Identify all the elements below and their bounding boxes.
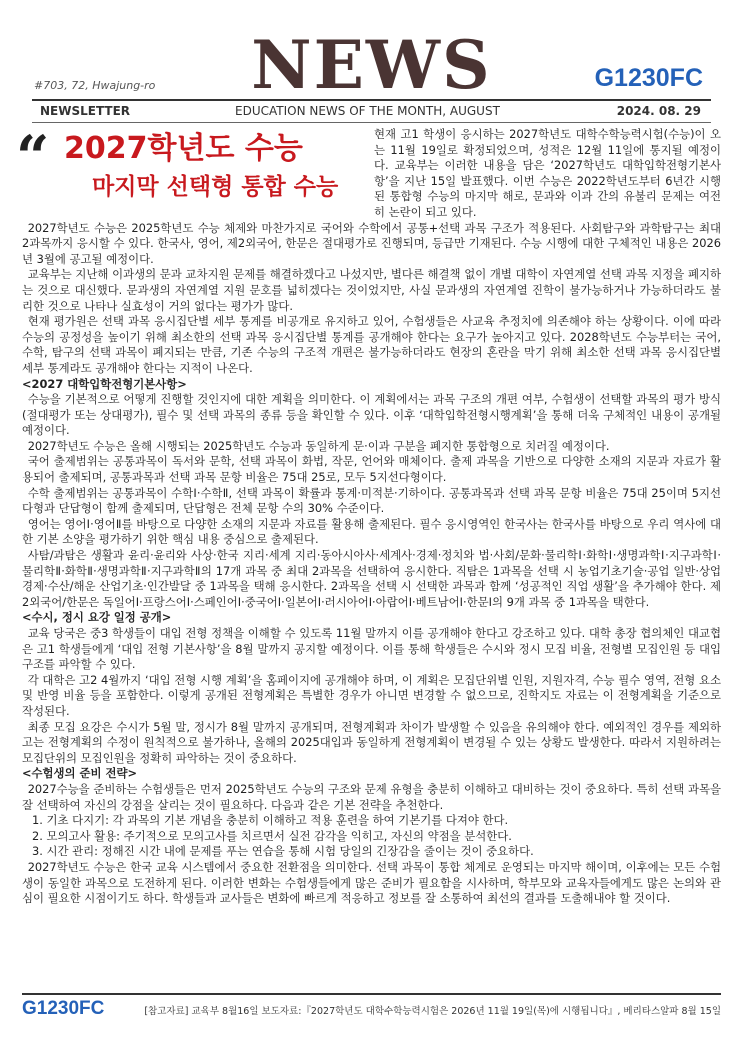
- address-text: #703, 72, Hwajung-ro: [34, 79, 156, 92]
- article-paragraph: 2027수능을 준비하는 수험생들은 먼저 2025학년도 수능의 구조와 문제 유형을 충분히 이해하고 대비하는 것이 중요하다. 특히 선택 과목을 잘 선택하여 자신의 강점을 살리는 것이 필요하다. 다음과 같은 기본 전략을 추천한다.: [22, 781, 721, 812]
- article-paragraph: 현재 고1 학생이 응시하는 2027학년도 대학수학능력시험(수능)이 오는 11월 19일로 확정되었으며, 성적은 12월 11일에 통지될 예정이다. 교육부는 이러한 내용을 담은 ‘2027학년도 대학입학전형기본사항’을 지난 15일 발표했다. 이번 수능은 2022학년도부터 6년간 시행된 통합형 수능의 마지막 해로, 문과와 이과 간의 유불리 문제는 여전히 논란이 되고 있다.: [374, 127, 721, 219]
- masthead-title: NEWS: [251, 26, 492, 104]
- quote-mark-icon: “: [16, 123, 50, 191]
- article-body: [22, 127, 721, 907]
- article-subtitle: 마지막 선택형 통합 수능: [92, 174, 339, 200]
- article-paragraph: 수능을 기본적으로 어떻게 진행할 것인지에 대한 계획을 의미한다. 이 계획에서는 과목 구조의 개편 여부, 수험생이 선택할 과목의 평가 방식(절대평가 또는 상대평가), 필수 및 선택 과목의 종류 등을 확인할 수 있다. 이후 ‘대학입학전형시행계획’을 통해 더욱 구체적인 내용이 공개될 예정이다.: [22, 392, 721, 438]
- section-heading: <2027 대학입학전형기본사항>: [22, 376, 187, 391]
- brand-logo: G1230FC: [594, 64, 703, 92]
- header-subtitle: EDUCATION NEWS OF THE MONTH, AUGUST: [235, 104, 500, 118]
- article-title: 2027학년도 수능: [64, 131, 303, 166]
- article-paragraph: 수학 출제범위는 공통과목이 수학Ⅰ·수학Ⅱ, 선택 과목이 확률과 통계·미적분·기하이다. 공통과목과 선택 과목 문항 비율은 75대 25이며 5지선다형과 단답형이 함께 출제되며, 단답형은 전체 문항 수의 30% 수준이다.: [22, 485, 721, 516]
- section-heading: <수험생의 준비 전략>: [22, 766, 138, 781]
- header-divider-top: [32, 99, 711, 101]
- strategy-list-item: 3. 시간 관리: 정해진 시간 내에 문제를 푸는 연습을 통해 시험 당일의 긴장감을 줄이는 것이 중요하다.: [32, 844, 534, 859]
- article-paragraph: 교육 당국은 중3 학생들이 대입 전형 정책을 이해할 수 있도록 11월 말까지 이를 공개해야 한다고 강조하고 있다. 대학 총장 협의체인 대교협은 고1 학생들에게 ‘대입 전형 기본사항’을 8월 말까지 공지할 예정이다. 이를 통해 학생들은 수시와 정시 모집 비율, 전형별 모집인원 등 대입 구조를 파악할 수 있다.: [22, 626, 721, 672]
- title-area-spacer: [22, 127, 374, 206]
- strategy-list-item: 1. 기초 다지기: 각 과목의 기본 개념을 충분히 이해하고 적용 훈련을 하여 기본기를 다져야 한다.: [32, 813, 509, 828]
- footer-divider: [22, 993, 721, 995]
- newsletter-label: NEWSLETTER: [40, 104, 131, 118]
- article-paragraph: 각 대학은 고2 4월까지 ‘대입 전형 시행 계획’을 홈페이지에 공개해야 하며, 이 계획은 모집단위별 인원, 지원자격, 수능 필수 영역, 전형 요소 및 반영 비율 등을 포함한다. 이렇게 공개된 전형계획은 특별한 경우가 아니면 변경할 수 없으므로, 진학지도 자료는 이 전형계획을 기준으로 작성된다.: [22, 672, 721, 718]
- article-paragraph: 2027학년도 수능은 한국 교육 시스템에서 중요한 전환점을 의미한다. 선택 과목이 통합 체계로 운영되는 마지막 해이며, 이후에는 모든 수험생이 동일한 과목으로 도전하게 된다. 이러한 변화는 수험생들에게 많은 준비가 필요함을 시사하며, 학부모와 교육자들에게도 많은 논의와 관심이 필요한 시점이기도 하다. 학생들과 교사들은 변화에 빠르게 적응하고 정보를 잘 소통하여 최선의 결과를 도출해내야 할 것이다.: [22, 859, 721, 906]
- article-paragraph: 2027학년도 수능은 2025학년도 수능 체제와 마찬가지로 국어와 수학에서 공통+선택 과목 구조가 적용된다. 사회탐구와 과학탐구는 최대 2과목까지 응시할 수 있다. 한국사, 영어, 제2외국어, 한문은 절대평가로 진행되며, 등급만 기재된다. 수능 시행에 대한 구체적인 내용은 2026년 3월에 공고될 예정이다.: [22, 220, 721, 266]
- article-paragraph: 최종 모집 요강은 수시가 5월 말, 정시가 8월 말까지 공개되며, 전형계획과 차이가 발생할 수 있음을 유의해야 한다. 예외적인 경우를 제외하고는 전형계획의 수정이 원칙적으로 불가하나, 올해의 2025대입과 동일하게 전형계획이 변경될 수 있는 상황도 발생한다. 따라서 지원하려는 모집단위의 모집인원을 정확히 파악하는 것이 중요하다.: [22, 719, 721, 765]
- article-paragraph: 영어는 영어Ⅰ·영어Ⅱ를 바탕으로 다양한 소재의 지문과 자료를 활용해 출제된다. 필수 응시영역인 한국사는 한국사를 바탕으로 우리 역사에 대한 기본 소양을 평가하기 위한 핵심 내용 중심으로 출제된다.: [22, 516, 721, 547]
- issue-date: 2024. 08. 29: [616, 104, 701, 118]
- reference-note: [참고자료] 교육부 8월16일 보도자료:『2027학년도 대학수학능력시험은 2026년 11월 19일(목)에 시행됩니다』, 베리타스알파 8월 15일: [144, 1006, 721, 1017]
- section-heading: <수시, 정시 요강 일정 공개>: [22, 610, 172, 625]
- article-paragraph: 국어 출제범위는 공통과목이 독서와 문학, 선택 과목이 화법, 작문, 언어와 매체이다. 출제 과목을 기반으로 다양한 소재의 지문과 자료가 활용되어 출제되며, 공통과목과 선택 과목 문항 비율은 75대 25로, 모두 5지선다형이다.: [22, 454, 721, 485]
- article-paragraph: 2027학년도 수능은 올해 시행되는 2025학년도 수능과 동일하게 문·이과 구분을 폐지한 통합형으로 치러질 예정이다.: [27, 438, 610, 453]
- header-divider-bottom: [32, 122, 711, 123]
- article-paragraph: 현재 평가원은 선택 과목 응시집단별 세부 통계를 비공개로 유지하고 있어, 수험생들은 사교육 추정치에 의존해야 하는 상황이다. 이에 따라 수능의 공정성을 높이기 위해 최소한의 선택 과목 응시집단별 통계를 공개해야 한다는 요구가 높아지고 있다. 2028학년도 수능부터는 국어, 수학, 탐구의 선택 과목이 폐지되는 만큼, 기존 수능의 구조적 개편은 불가능하더라도 현장의 혼란을 막기 위해 최소한 선택 과목 응시집단별 세부 통계라도 공개해야 한다는 지적이 나온다.: [22, 314, 721, 375]
- strategy-list-item: 2. 모의고사 활용: 주기적으로 모의고사를 치르면서 실전 감각을 익히고, 자신의 약점을 분석한다.: [32, 828, 512, 843]
- footer-brand-logo: G1230FC: [22, 998, 105, 1019]
- article-paragraph: 사탐/과탐은 생활과 윤리·윤리와 사상·한국 지리·세계 지리·동아시아사·세계사·경제·정치와 법·사회/문화·물리학Ⅰ·화학Ⅰ·생명과학Ⅰ·지구과학Ⅰ·물리학Ⅱ·화학Ⅱ·생명과학Ⅱ·지구과학Ⅱ의 17개 과목 중 최대 2과목을 선택하여 응시한다. 직탐은 1과목을 선택 시 농업기초기술·공업 일반·상업경제·수산/해운 산업기초·인간발달 중 1과목을 택해 응시한다. 2과목을 선택 시 선택한 과목과 함께 ‘성공적인 직업 생활’을 추가해야 한다. 제2외국어/한문은 독일어Ⅰ·프랑스어Ⅰ·스페인어Ⅰ·중국어Ⅰ·일본어Ⅰ·러시아어Ⅰ·아랍어Ⅰ·베트남어Ⅰ·한문Ⅰ의 9개 과목 중 1과목을 택한다.: [22, 548, 721, 609]
- article-paragraph: 교육부는 지난해 이과생의 문과 교차지원 문제를 해결하겠다고 나섰지만, 별다른 해결책 없이 개별 대학이 자연계열 선택 과목 지정을 폐지하는 것으로 대신했다. 문과생의 자연계열 지원 문호를 넓히겠다는 것이었지만, 사실 문과생의 자연계열 진학이 불가능하거나 가능하더라도 불리한 것으로 나타나 실효성이 거의 없다는 평가가 많다.: [22, 267, 721, 313]
